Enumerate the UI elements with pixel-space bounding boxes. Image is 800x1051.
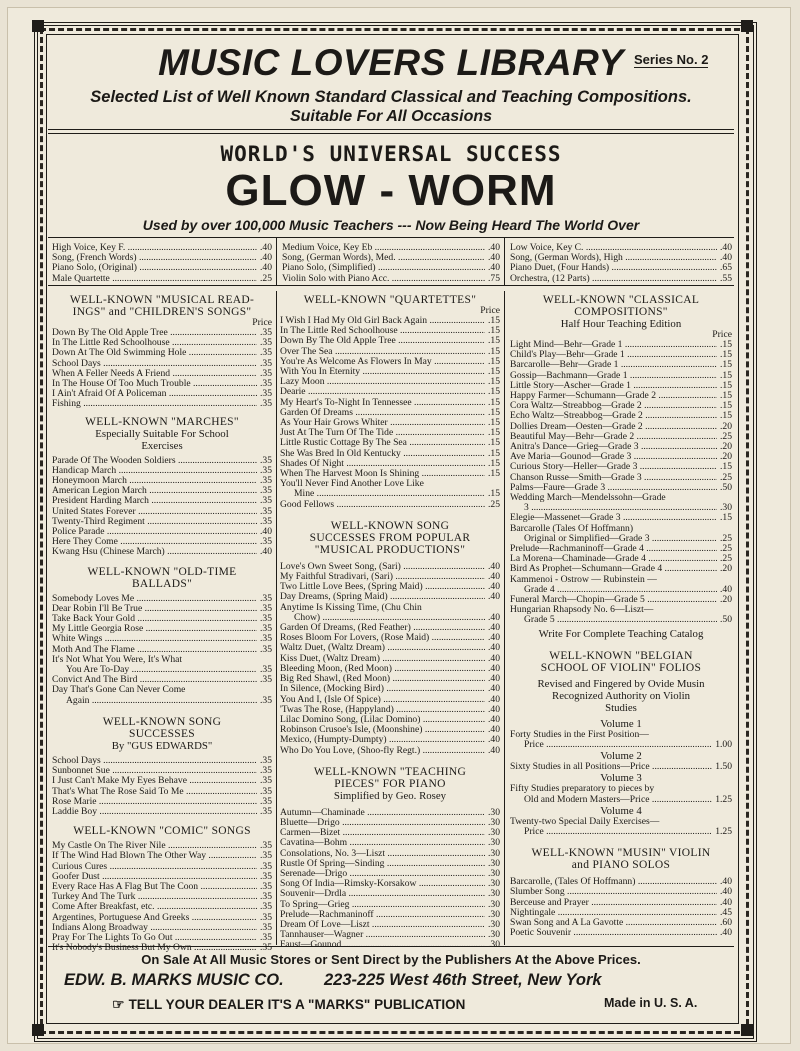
- list-item: When A Feller Needs A Friend ..... .35: [52, 369, 272, 379]
- list-item: Down By The Old Apple Tree ..... .15: [280, 336, 500, 346]
- list-item: Fishing ..... .35: [52, 399, 272, 409]
- list-item: Song, (French Words) ..... .40: [52, 253, 272, 263]
- song-list: [52, 456, 272, 558]
- list-item: It's Not What You Were, It's What: [52, 653, 183, 665]
- footer-sale-note: On Sale At All Music Stores or Sent Direct by the Publishers At the Above Prices.: [141, 952, 641, 967]
- edition-column: [52, 243, 272, 284]
- list-item: Sixty Studies in all Positions—Price ..... 1.50: [510, 762, 732, 772]
- list-item: In The Little Red Schoolhouse ..... .15: [280, 326, 500, 336]
- subtitle: Selected List of Well Known Standard Classical and Teaching Compositions.: [90, 88, 692, 106]
- list-item: Laddie Boy ..... .35: [52, 807, 272, 817]
- list-item: Here They Come ..... .35: [52, 537, 272, 547]
- list-item: Parade Of The Wooden Soldiers ..... .35: [52, 456, 272, 466]
- list-item: Dear Robin I'll Be True ..... .35: [52, 604, 272, 614]
- list-item: Medium Voice, Key Eb ..... .40: [282, 243, 500, 253]
- list-item: Hungarian Rhapsody No. 6—Liszt—: [510, 604, 654, 616]
- list-item: Mine ..... .15: [280, 489, 500, 499]
- list-item: Carmen—Bizet ..... .30: [280, 828, 500, 838]
- list-item: Barcarolle, (Tales Of Hoffmann) ..... .40: [510, 877, 732, 887]
- list-item: Slumber Song ..... .40: [510, 887, 732, 897]
- section-heading: PIECES" FOR PIANO: [334, 777, 446, 790]
- list-item: Chow) ..... .40: [280, 613, 500, 623]
- list-item: Turkey And The Turk ..... .35: [52, 892, 272, 902]
- section-heading: INGS" and "CHILDREN'S SONGS": [72, 306, 252, 318]
- page-title: MUSIC LOVERS LIBRARY: [158, 42, 624, 83]
- song-list: [52, 756, 272, 817]
- list-item: Barcarolle—Behr—Grade 1 ..... .15: [510, 360, 732, 370]
- list-item: Rose Marie ..... .35: [52, 797, 272, 807]
- section-heading: SUCCESSES FROM POPULAR: [309, 531, 471, 544]
- list-item: When The Harvest Moon Is Shining ..... .15: [280, 469, 500, 479]
- section-heading: WELL-KNOWN "TEACHING: [313, 765, 467, 778]
- series-label: Series No. 2: [634, 52, 709, 67]
- corner-ornament: [741, 1024, 753, 1036]
- list-item: Moth And The Flame ..... .35: [52, 645, 272, 655]
- column-divider: [276, 238, 277, 285]
- list-item: Elegie—Massenet—Grade 3 ..... .15: [510, 513, 732, 523]
- price-header: Price: [480, 305, 500, 316]
- section-heading: WELL-KNOWN "CLASSICAL: [542, 294, 700, 306]
- divider: [48, 285, 734, 286]
- list-item: Grade 5 ..... .50: [510, 615, 732, 625]
- list-item: Shades Of Night ..... .15: [280, 459, 500, 469]
- pointing-hand-icon: ☞: [112, 996, 125, 1012]
- list-item: Little Rustic Cottage By The Sea ..... .15: [280, 438, 500, 448]
- list-item: Garden Of Dreams, (Red Feather) ..... .40: [280, 623, 500, 633]
- list-item: To Spring—Grieg ..... .30: [280, 900, 500, 910]
- divider: [48, 129, 734, 130]
- list-item: Tannhauser—Wagner ..... .30: [280, 930, 500, 940]
- list-item: In Silence, (Mocking Bird) ..... .40: [280, 684, 500, 694]
- list-item: Roses Bloom For Lovers, (Rose Maid) ..... .40: [280, 633, 500, 643]
- volume-label: Volume 4: [600, 804, 642, 817]
- list-item: If The Wind Had Blown The Other Way ..... .35: [52, 851, 272, 861]
- dealer-note: ☞ TELL YOUR DEALER IT'S A "MARKS" PUBLICATION: [112, 996, 466, 1012]
- page: [8, 8, 790, 1043]
- list-item: Cora Waltz—Streabbog—Grade 2 ..... .15: [510, 401, 732, 411]
- list-item: Good Fellows ..... .25: [280, 500, 500, 510]
- publisher-address: 223-225 West 46th Street, New York: [324, 971, 602, 989]
- list-item: Prelude—Rachmaninoff—Grade 4 ..... .25: [510, 544, 732, 554]
- list-item: Poetic Souvenir ..... .40: [510, 928, 732, 938]
- list-item: Beautiful May—Behr—Grade 2 ..... .25: [510, 432, 732, 442]
- section-heading: and PIANO SOLOS: [571, 859, 671, 872]
- list-item: Twenty-Third Regiment ..... .35: [52, 517, 272, 527]
- list-item: Pray For The Lights To Go Out ..... .35: [52, 933, 272, 943]
- section-subheading: Exercises: [141, 439, 183, 452]
- list-item: Gossip—Bachmann—Grade 1 ..... .15: [510, 371, 732, 381]
- column-divider: [504, 238, 505, 285]
- list-item: Lazy Moon ..... .15: [280, 377, 500, 387]
- section-heading: SUCCESSES: [129, 727, 195, 740]
- list-item: Anitra's Dance—Grieg—Grade 3 ..... .20: [510, 442, 732, 452]
- list-item: Swan Song and A La Gavotte ..... .60: [510, 918, 732, 928]
- made-in-label: Made in U. S. A.: [604, 996, 698, 1010]
- list-item: Honeymoon March ..... .35: [52, 476, 272, 486]
- list-item: School Days ..... .35: [52, 359, 272, 369]
- section-subheading: Simplified by Geo. Rosey: [333, 789, 447, 802]
- song-list: [280, 808, 500, 951]
- list-item: United States Forever ..... .35: [52, 507, 272, 517]
- section-subheading: Half Hour Teaching Edition: [560, 318, 682, 330]
- list-item: It's Nobody's Business But My Own ..... .35: [52, 943, 272, 953]
- feature-kicker: WORLD'S UNIVERSAL SUCCESS: [220, 142, 562, 166]
- list-item: Who Do You Love, (Shoo-fly Regt.) ..... .40: [280, 746, 500, 756]
- corner-ornament: [32, 20, 44, 32]
- list-item: Piano Solo, (Original) ..... .40: [52, 263, 272, 273]
- list-item: Lilac Domino Song, (Lilac Domino) ..... .40: [280, 715, 500, 725]
- section-subheading: By "GUS EDWARDS": [111, 739, 213, 752]
- list-item: 'Twas The Rose, (Happyland) ..... .40: [280, 705, 500, 715]
- subtitle-2: Suitable For All Occasions: [289, 108, 493, 125]
- list-item: Price ..... 1.00: [510, 740, 732, 750]
- song-list: [510, 340, 732, 493]
- list-item: Song Of India—Rimsky-Korsakow ..... .30: [280, 879, 500, 889]
- list-item: Curious Story—Heller—Grade 3 ..... .15: [510, 462, 732, 472]
- list-item: She Was Bred In Old Kentucky ..... .15: [280, 449, 500, 459]
- list-item: Down By The Old Apple Tree ..... .35: [52, 328, 272, 338]
- column-2: [280, 294, 500, 951]
- list-item: Dream Of Love—Liszt ..... .30: [280, 920, 500, 930]
- section-heading: COMPOSITIONS": [574, 306, 668, 318]
- column-1: [52, 294, 272, 953]
- section-heading: WELL-KNOWN "OLD-TIME: [87, 565, 237, 578]
- list-item: My Castle On The River Nile ..... .35: [52, 841, 272, 851]
- song-list: [52, 841, 272, 953]
- price-header: Price: [252, 317, 272, 328]
- list-item: Berceuse and Prayer ..... .40: [510, 898, 732, 908]
- list-item: Police Parade ..... .40: [52, 527, 272, 537]
- list-item: In The House Of Too Much Trouble ..... .35: [52, 379, 272, 389]
- section-subheading: Studies: [605, 701, 637, 714]
- section-heading: WELL-KNOWN "COMIC" SONGS: [73, 825, 251, 838]
- list-item: Dollies Dream—Oesten—Grade 2 ..... .20: [510, 422, 732, 432]
- list-item: Anytime Is Kissing Time, (Chu Chin: [280, 601, 422, 613]
- edition-column: [282, 243, 500, 284]
- list-item: Twenty-two Special Daily Exercises—: [510, 815, 660, 827]
- list-item: Dearie ..... .15: [280, 387, 500, 397]
- list-item: That's What The Rose Said To Me ..... .35: [52, 787, 272, 797]
- list-item: Somebody Loves Me ..... .35: [52, 594, 272, 604]
- column-divider: [504, 291, 505, 945]
- list-item: President Harding March ..... .35: [52, 496, 272, 506]
- song-list: [52, 328, 272, 410]
- section-heading: SCHOOL OF VIOLIN" FOLIOS: [540, 661, 702, 674]
- list-item: Bluette—Drigo ..... .30: [280, 818, 500, 828]
- list-item: Goofer Dust ..... .35: [52, 872, 272, 882]
- publisher-name: EDW. B. MARKS MUSIC CO.: [64, 971, 284, 989]
- list-item: La Morena—Chaminade—Grade 4 ..... .25: [510, 554, 732, 564]
- section-heading: WELL-KNOWN SONG: [102, 715, 222, 728]
- list-item: Come After Breakfast, etc. ..... .35: [52, 902, 272, 912]
- section-heading: WELL-KNOWN "BELGIAN: [549, 649, 693, 662]
- section-subheading: Revised and Fingered by Ovide Musin: [537, 677, 705, 690]
- list-item: Piano Solo, (Simplified) ..... .40: [282, 263, 500, 273]
- list-item: Barcarolle (Tales Of Hoffmann): [510, 522, 634, 534]
- list-item: Cavatina—Bohm ..... .30: [280, 838, 500, 848]
- list-item: Fifty Studies preparatory to pieces by: [510, 783, 655, 795]
- list-item: Day That's Gone Can Never Come: [52, 684, 186, 696]
- list-item: Souvenir—Drdla ..... .30: [280, 889, 500, 899]
- list-item: Song, (German Words), Med. ..... .40: [282, 253, 500, 263]
- list-item: Ave Maria—Gounod—Grade 3 ..... .20: [510, 452, 732, 462]
- corner-ornament: [32, 1024, 44, 1036]
- column-divider: [276, 291, 277, 945]
- list-item: Sunbonnet Sue ..... .35: [52, 766, 272, 776]
- song-list: [510, 877, 732, 938]
- feature-tagline: Used by over 100,000 Music Teachers --- Now Being Heard The World Over: [142, 217, 640, 233]
- list-item: Light Mind—Behr—Grade 1 ..... .15: [510, 340, 732, 350]
- section-heading: WELL-KNOWN "MUSIN" VIOLIN: [531, 847, 711, 860]
- list-item: You And I, (Isle Of Spice) ..... .40: [280, 695, 500, 705]
- list-item: Take Back Your Gold ..... .35: [52, 614, 272, 624]
- list-item: Child's Play—Behr—Grade 1 ..... .15: [510, 350, 732, 360]
- list-item: Two Little Love Bees, (Spring Maid) ..... .40: [280, 582, 500, 592]
- list-item: Little Story—Ascher—Grade 1 ..... .15: [510, 381, 732, 391]
- list-item: Waltz Duet, (Waltz Dream) ..... .40: [280, 643, 500, 653]
- list-item: Indians Along Broadway ..... .35: [52, 923, 272, 933]
- list-item: Funeral March—Chopin—Grade 5 ..... .20: [510, 595, 732, 605]
- list-item: Wedding March—Mendelssohn—Grade: [510, 492, 666, 504]
- list-item: Mexico, (Humpty-Dumpty) ..... .40: [280, 735, 500, 745]
- catalog-note: Write For Complete Teaching Catalog: [538, 627, 704, 640]
- list-item: American Legion March ..... .35: [52, 486, 272, 496]
- list-item: Nightingale ..... .45: [510, 908, 732, 918]
- list-item: Old and Modern Masters—Price ..... 1.25: [510, 795, 732, 805]
- list-item: Orchestra, (12 Parts) ..... .55: [510, 274, 732, 284]
- list-item: Kwang Hsu (Chinese March) ..... .40: [52, 547, 272, 557]
- list-item: 3 ..... .30: [510, 503, 732, 513]
- list-item: Curious Cures ..... .35: [52, 862, 272, 872]
- list-item: Convict And The Bird ..... .35: [52, 675, 272, 685]
- list-item: I Just Can't Make My Eyes Behave ..... .35: [52, 776, 272, 786]
- list-item: Happy Farmer—Schumann—Grade 2 ..... .15: [510, 391, 732, 401]
- list-item: Faust—Gounod ..... .30: [280, 940, 500, 950]
- song-list: [510, 544, 732, 575]
- list-item: Consolations, No. 3—Liszt ..... .30: [280, 849, 500, 859]
- list-item: Garden Of Dreams ..... .15: [280, 408, 500, 418]
- song-list: [280, 316, 500, 479]
- list-item: You Are To-Day ..... .35: [52, 665, 272, 675]
- list-item: Low Voice, Key C. ..... .40: [510, 243, 732, 253]
- list-item: My Faithful Stradivari, (Sari) ..... .40: [280, 572, 500, 582]
- section-heading: WELL-KNOWN "MUSICAL READ-: [69, 294, 255, 306]
- list-item: Forty Studies in the First Position—: [510, 728, 649, 740]
- list-item: Kiss Duet, (Waltz Dream) ..... .40: [280, 654, 500, 664]
- section-heading: "MUSICAL PRODUCTIONS": [314, 543, 466, 556]
- list-item: With You In Eternity ..... .15: [280, 367, 500, 377]
- list-item: You're As Welcome As Flowers In May ..... .15: [280, 357, 500, 367]
- price-header: Price: [712, 329, 732, 340]
- list-item: Robinson Crusoe's Isle, (Moonshine) ..... .40: [280, 725, 500, 735]
- list-item: Prelude—Rachmaninoff ..... .30: [280, 910, 500, 920]
- section-heading: WELL-KNOWN SONG: [330, 519, 450, 532]
- list-item: Serenade—Drigo ..... .30: [280, 869, 500, 879]
- list-item: Again ..... .35: [52, 696, 272, 706]
- list-item: Piano Duet, (Four Hands) ..... .65: [510, 263, 732, 273]
- corner-ornament: [741, 20, 753, 32]
- list-item: Down At The Old Swimming Hole ..... .35: [52, 348, 272, 358]
- song-list: [280, 623, 500, 756]
- list-item: Grade 4 ..... .40: [510, 585, 732, 595]
- list-item: Day Dreams, (Spring Maid) ..... .40: [280, 592, 500, 602]
- list-item: Price ..... 1.25: [510, 827, 732, 837]
- divider: [48, 133, 734, 134]
- list-item: Over The Sea ..... .15: [280, 347, 500, 357]
- list-item: Big Red Shawl, (Red Moon) ..... .40: [280, 674, 500, 684]
- section-heading: WELL-KNOWN "QUARTETTES": [303, 294, 477, 306]
- list-item: Argentines, Portuguese And Greeks ..... .35: [52, 913, 272, 923]
- list-item: Chanson Russe—Smith—Grade 3 ..... .25: [510, 473, 732, 483]
- list-item: Palms—Faure—Grade 3 ..... .50: [510, 483, 732, 493]
- list-item: School Days ..... .35: [52, 756, 272, 766]
- list-item: Rustle Of Spring—Sinding ..... .30: [280, 859, 500, 869]
- section-heading: WELL-KNOWN "MARCHES": [85, 415, 239, 428]
- list-item: Handicap March ..... .35: [52, 466, 272, 476]
- list-item: Just At The Turn Of The Tide ..... .15: [280, 428, 500, 438]
- edition-column: [510, 243, 732, 284]
- list-item: I Ain't Afraid Of A Policeman ..... .35: [52, 389, 272, 399]
- volume-label: Volume 1: [600, 717, 642, 730]
- list-item: Kammenoi - Ostrow — Rubinstein —: [510, 573, 657, 585]
- list-item: You'll Never Find Another Love Like: [280, 478, 424, 490]
- list-item: In The Little Red Schoolhouse ..... .35: [52, 338, 272, 348]
- list-item: Bleeding Moon, (Red Moon) ..... .40: [280, 664, 500, 674]
- divider: [48, 946, 734, 947]
- list-item: Bird As Prophet—Schumann—Grade 4 ..... .20: [510, 564, 732, 574]
- volume-label: Volume 2: [600, 750, 642, 763]
- column-3: [510, 294, 732, 938]
- divider: [48, 237, 734, 238]
- list-item: Every Race Has A Flag But The Coon ..... .35: [52, 882, 272, 892]
- list-item: White Wings ..... .35: [52, 634, 272, 644]
- song-list: [52, 594, 272, 655]
- list-item: Male Quartette ..... .25: [52, 274, 272, 284]
- volume-label: Volume 3: [600, 772, 642, 785]
- list-item: My Heart's To-Night In Tennessee ..... .15: [280, 398, 500, 408]
- list-item: Echo Waltz—Streabbog—Grade 2 ..... .15: [510, 411, 732, 421]
- list-item: Love's Own Sweet Song, (Sari) ..... .40: [280, 562, 500, 572]
- list-item: Original or Simplified—Grade 3 ..... .25: [510, 534, 732, 544]
- list-item: Autumn—Chaminade ..... .30: [280, 808, 500, 818]
- list-item: I Wish I Had My Old Girl Back Again ..... .15: [280, 316, 500, 326]
- section-subheading: Recognized Authority on Violin: [552, 689, 690, 702]
- section-heading: BALLADS": [131, 577, 193, 590]
- list-item: Song, (German Words), High ..... .40: [510, 253, 732, 263]
- section-subheading: Especially Suitable For School: [95, 427, 229, 440]
- list-item: As Your Hair Grows Whiter ..... .15: [280, 418, 500, 428]
- feature-title: GLOW - WORM: [225, 166, 557, 215]
- list-item: Violin Solo with Piano Acc. ..... .75: [282, 274, 500, 284]
- list-item: High Voice, Key F. ..... .40: [52, 243, 272, 253]
- song-list: [280, 500, 500, 510]
- song-list: [280, 562, 500, 603]
- list-item: My Little Georgia Rose ..... .35: [52, 624, 272, 634]
